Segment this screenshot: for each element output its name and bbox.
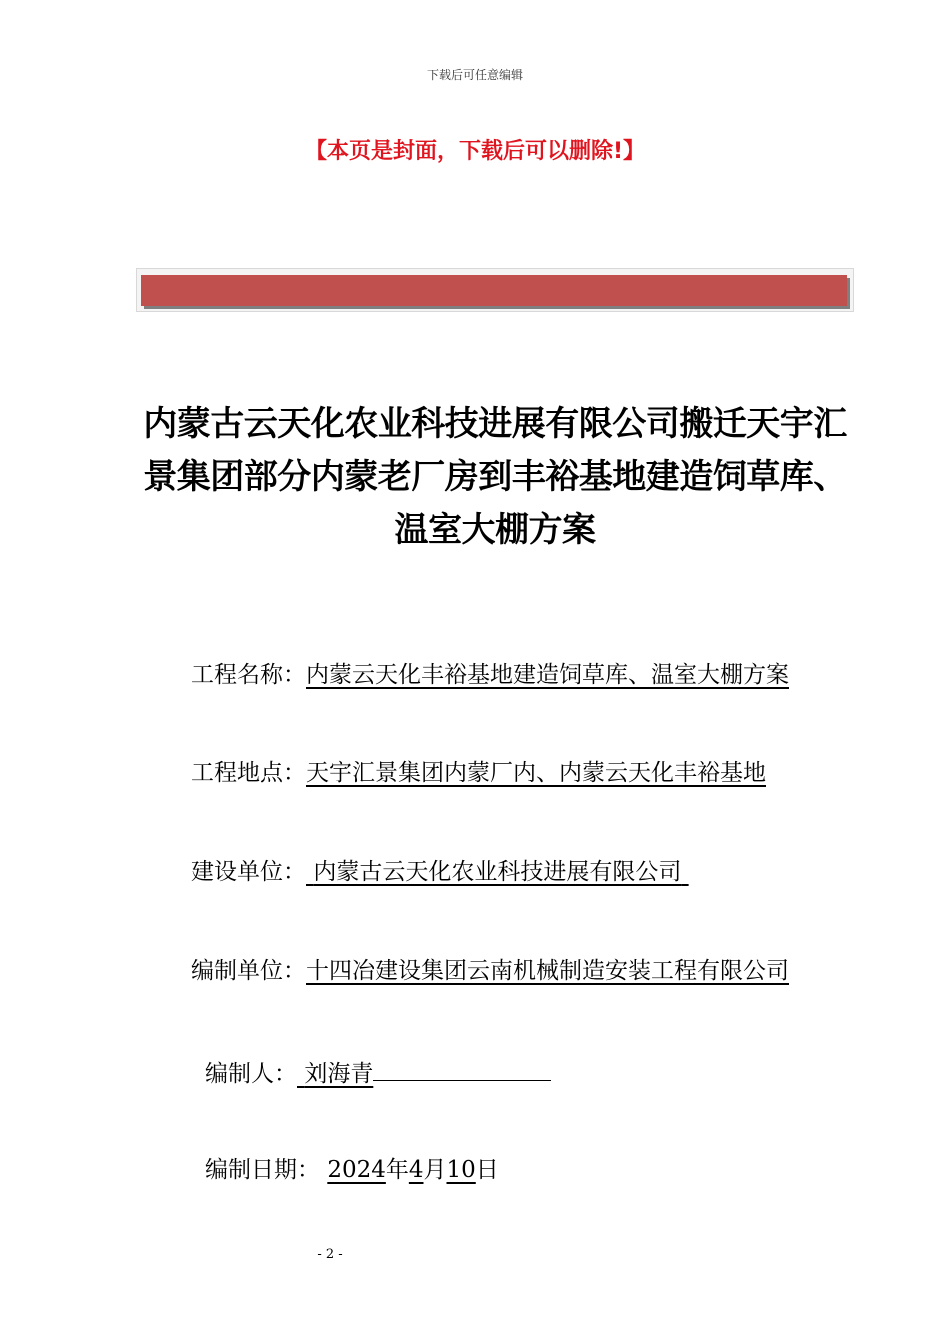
- project-site-value: 天宇汇景集团内蒙厂内、内蒙云天化丰裕基地: [306, 760, 766, 786]
- date-month: 4: [408, 1157, 424, 1183]
- compiler-unit-field: [191, 956, 789, 986]
- date-year: 2024: [327, 1157, 386, 1183]
- date-label: 编制日期：: [205, 1157, 320, 1183]
- date-month-unit: 月: [423, 1157, 447, 1183]
- date-day: 10: [446, 1157, 476, 1183]
- project-name-field: [191, 660, 789, 690]
- builder-field: [191, 857, 689, 887]
- date-field: [205, 1155, 499, 1185]
- title-banner-bar: [141, 275, 847, 306]
- document-title-line-1: 内蒙古云天化农业科技进展有限公司搬迁天宇汇: [143, 404, 847, 444]
- cover-notice: 【本页是封面，下载后可以删除!】: [304, 139, 646, 164]
- compiler-unit-label: 编制单位：: [191, 958, 306, 984]
- compiler-field: [205, 1056, 551, 1089]
- page-number: - 2 -: [317, 1247, 343, 1262]
- document-title-line-2: 景集团部分内蒙老厂房到丰裕基地建造饲草库、: [143, 457, 847, 497]
- compiler-blank-line: [373, 1056, 551, 1081]
- document-title: [110, 398, 880, 557]
- compiler-unit-value: 十四冶建设集团云南机械制造安装工程有限公司: [306, 958, 789, 984]
- project-site-field: [191, 758, 766, 788]
- document-title-line-3: 温室大棚方案: [394, 510, 596, 550]
- date-day-unit: 日: [475, 1157, 499, 1183]
- compiler-value-text: 刘海青: [304, 1061, 374, 1087]
- project-site-label: 工程地点：: [191, 760, 306, 786]
- title-banner: [136, 268, 854, 312]
- builder-value: [306, 859, 689, 885]
- project-name-value: 内蒙云天化丰裕基地建造饲草库、温室大棚方案: [306, 662, 789, 688]
- builder-label: 建设单位：: [191, 859, 306, 885]
- compiler-label: 编制人：: [205, 1061, 297, 1087]
- compiler-value: [297, 1061, 373, 1087]
- project-name-label: 工程名称：: [191, 662, 306, 688]
- header-note: 下载后可任意编辑: [426, 68, 523, 82]
- date-year-unit: 年: [385, 1157, 409, 1183]
- builder-value-text: 内蒙古云天化农业科技进展有限公司: [313, 859, 682, 885]
